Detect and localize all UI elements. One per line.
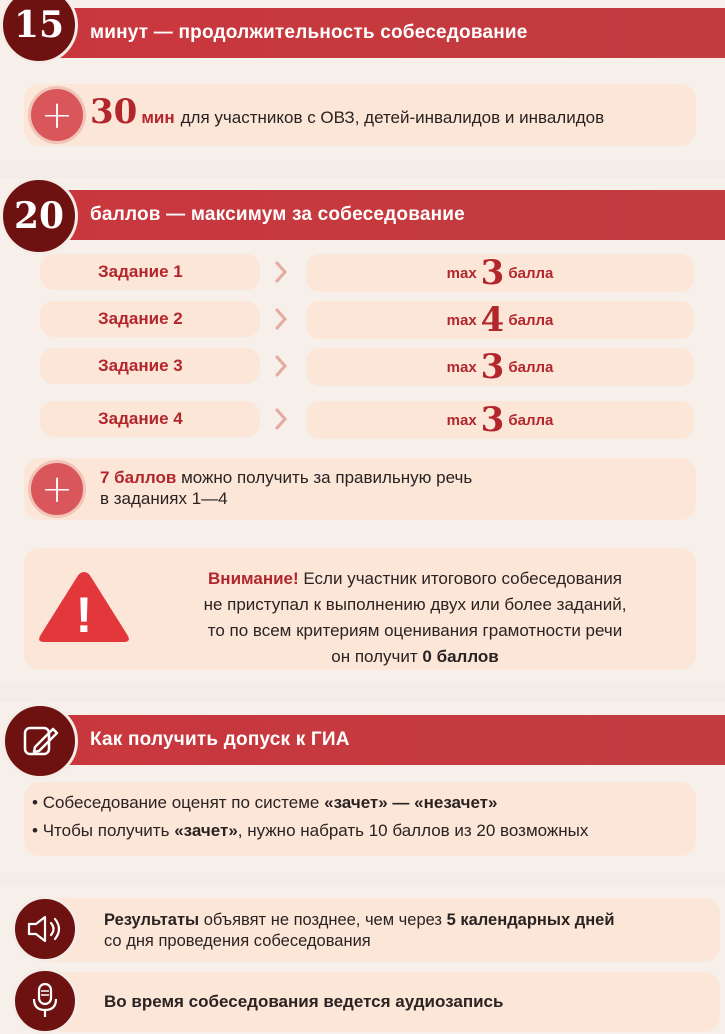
task-max-prefix: max <box>446 358 477 376</box>
chevron-right-icon <box>275 408 287 430</box>
warning-line2: не приступал к выполнению двух или более заданий, <box>203 595 627 614</box>
task-max-value: 3 <box>480 400 505 440</box>
task-label-1: Задание 1 <box>40 254 260 290</box>
task-max-suffix: балла <box>508 411 554 429</box>
task-score-2 <box>306 301 694 339</box>
bonus-line2: в заданиях 1—4 <box>100 489 228 508</box>
time-banner-text: минут — продолжительность собеседование <box>90 22 528 43</box>
time-banner <box>40 8 725 58</box>
task-max-suffix: балла <box>508 358 554 376</box>
time-number: 15 <box>13 4 65 46</box>
task-label-4: Задание 4 <box>40 401 260 437</box>
chevron-right-icon <box>275 308 287 330</box>
warning-title: Внимание! <box>208 569 299 588</box>
points-banner-text: баллов — максимум за собеседование <box>90 204 465 225</box>
chevron-right-icon <box>275 355 287 377</box>
bonus-bold: 7 баллов <box>100 468 177 487</box>
admission-bullet-2: • Чтобы получить «зачет», нужно набрать 10 баллов из 20 возможных <box>32 821 589 840</box>
task-max-value: 3 <box>480 253 505 293</box>
task-label-3: Задание 3 <box>40 348 260 384</box>
points-number-badge <box>0 177 78 255</box>
speaker-icon <box>12 896 78 962</box>
admission-bullet-1: • Собеседование оценят по системе «зачет» — «незачет» <box>32 793 498 812</box>
points-banner <box>40 190 725 240</box>
task-max-prefix: max <box>446 264 477 282</box>
task-max-prefix: max <box>446 411 477 429</box>
task-max-suffix: балла <box>508 264 554 282</box>
extra-time-value: 30 <box>90 92 138 132</box>
task-max-suffix: балла <box>508 311 554 329</box>
svg-text:!: ! <box>75 587 93 643</box>
task-max-value: 4 <box>480 300 505 340</box>
admission-banner-text: Как получить допуск к ГИА <box>90 729 350 750</box>
task-max-prefix: max <box>446 311 477 329</box>
results-text: Результаты объявят не позднее, чем через 5 календарных дней со дня проведения собеседования <box>104 911 615 950</box>
task-score-3 <box>306 348 694 386</box>
extra-time-text <box>90 92 604 136</box>
warning-triangle-icon <box>36 568 132 646</box>
task-label-2: Задание 2 <box>40 301 260 337</box>
task-score-4 <box>306 401 694 439</box>
warning-line4: он получит <box>331 647 418 666</box>
task-max-value: 3 <box>480 347 505 387</box>
plus-icon: + <box>28 460 86 518</box>
admission-banner <box>40 715 725 765</box>
plus-icon: + <box>28 86 86 144</box>
warning-line3: то по всем критериям оценивания грамотности речи <box>207 621 623 640</box>
extra-time-desc: для участников с ОВЗ, детей-инвалидов и инвалидов <box>180 108 605 127</box>
bonus-line1: можно получить за правильную речь <box>181 468 473 487</box>
extra-time-unit: мин <box>141 108 175 127</box>
audio-text: Во время собеседования ведется аудиозапись <box>104 992 504 1011</box>
warning-zero-points: 0 баллов <box>422 647 499 666</box>
microphone-icon <box>12 968 78 1034</box>
warning-text <box>150 566 680 670</box>
chevron-right-icon <box>275 261 287 283</box>
task-score-1 <box>306 254 694 292</box>
points-number: 20 <box>13 195 65 237</box>
bonus-text <box>100 467 472 509</box>
edit-document-icon <box>2 703 78 779</box>
warning-line1: Если участник итогового собеседования <box>303 569 622 588</box>
